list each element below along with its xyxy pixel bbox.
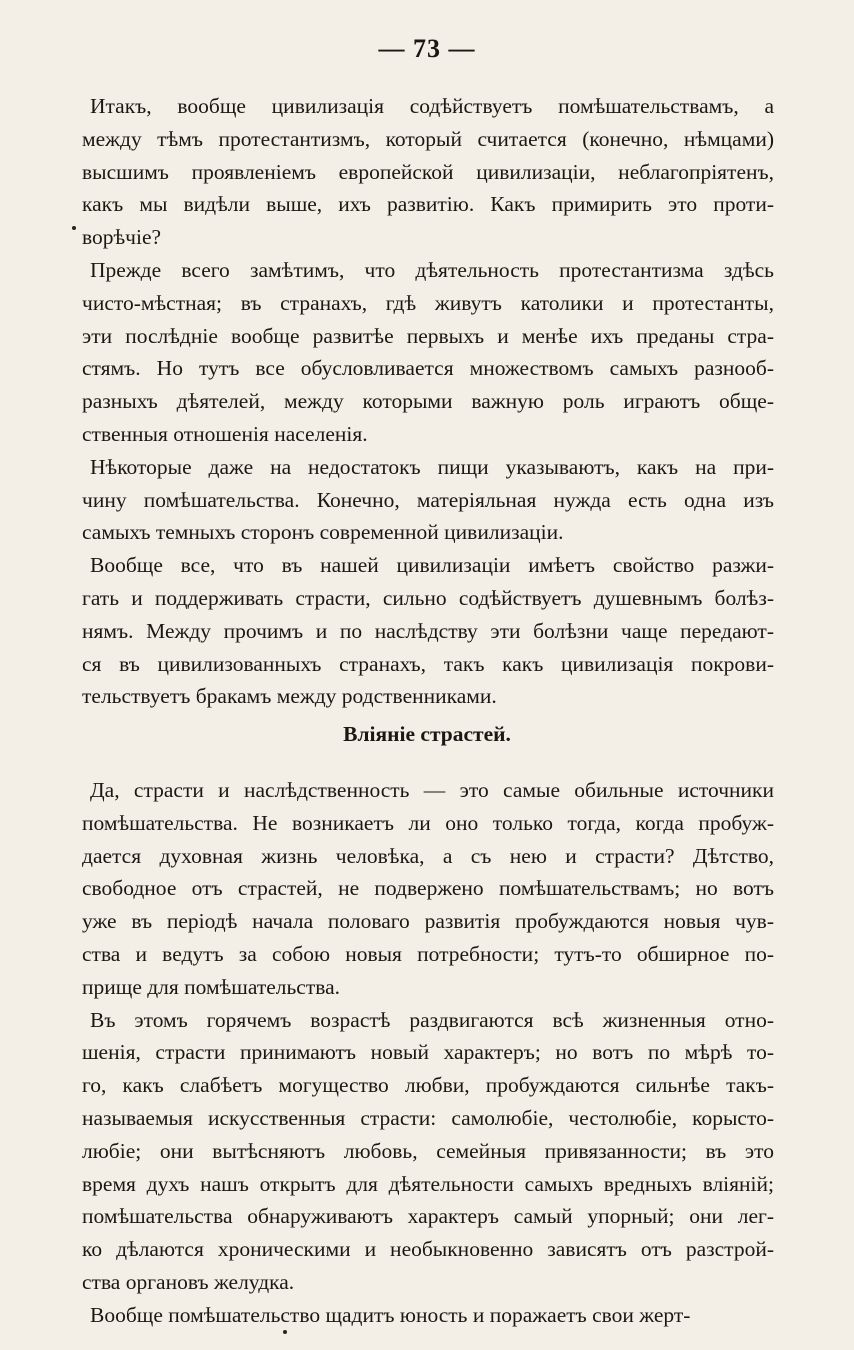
text-line: помѣшательства обнаруживаютъ характеръ самый упорный; они лег- — [82, 1204, 774, 1229]
section-heading: Вліяніе страстей. — [343, 722, 511, 746]
text-line: нямъ. Между прочимъ и по наслѣдству эти болѣзни чаще передают- — [82, 618, 774, 643]
text-line: го, какъ слабѣетъ могущество любви, пробуждаются сильнѣе такъ- — [82, 1073, 774, 1098]
text-line: Итакъ, вообще цивилизація содѣйствуетъ помѣшательствамъ, а — [90, 94, 774, 118]
text-line: высшимъ проявленіемъ европейской цивилизаціи, неблагопріятенъ, — [82, 159, 774, 184]
text-block-bottom — [82, 774, 774, 1332]
ink-speck — [283, 1330, 287, 1334]
text-line: ственныя отношенія населенія. — [82, 421, 368, 446]
text-line: Прежде всего замѣтимъ, что дѣятельность протестантизма здѣсь — [90, 257, 774, 282]
text-line: разныхъ дѣятелей, между которыми важную роль играютъ обще- — [82, 389, 774, 414]
text-line: свободное отъ страстей, не подвержено помѣшательствамъ; но вотъ — [82, 876, 774, 901]
text-line: чину помѣшательства. Конечно, матеріяльная нужда есть одна изъ — [82, 487, 774, 512]
text-line: какъ мы видѣли выше, ихъ развитію. Какъ примирить это проти- — [82, 192, 774, 217]
text-line: гать и поддерживать страсти, сильно содѣйствуетъ душевнымъ болѣз- — [82, 585, 774, 610]
text-line: чисто-мѣстная; въ странахъ, гдѣ живутъ католики и протестанты, — [82, 290, 774, 315]
ink-speck — [72, 226, 76, 230]
text-line: эти послѣдніе вообще развитѣе первыхъ и менѣе ихъ преданы стра- — [82, 323, 774, 348]
page-number: — 73 — — [378, 34, 476, 63]
text-line: между тѣмъ протестантизмъ, который считается (конечно, нѣмцами) — [82, 126, 774, 151]
text-line: ства органовъ желудка. — [82, 1269, 295, 1294]
text-line: стямъ. Но тутъ все обусловливается множествомъ самыхъ разнооб- — [82, 356, 774, 381]
text-line: шенія, страсти принимаютъ новый характеръ; но вотъ по мѣрѣ то- — [82, 1040, 774, 1065]
text-line: ко дѣлаются хроническими и необыкновенно зависятъ отъ разстрой- — [82, 1237, 774, 1262]
text-block-top — [82, 90, 774, 713]
text-line: помѣшательства. Не возникаетъ ли оно только тогда, когда пробуж- — [82, 810, 774, 835]
text-line: ся въ цивилизованныхъ странахъ, такъ какъ цивилизація покрови- — [82, 651, 774, 676]
text-line: Нѣкоторые даже на недостатокъ пищи указываютъ, какъ на при- — [90, 454, 774, 479]
text-line: ворѣчіе? — [82, 225, 162, 250]
text-line: Да, страсти и наслѣдственность — это самые обильные источники — [90, 778, 774, 802]
text-line: Вообще все, что въ нашей цивилизаціи имѣетъ свойство разжи- — [90, 553, 774, 578]
text-line: уже въ періодѣ начала половаго развитія пробуждаются новыя чув- — [82, 909, 774, 934]
text-line: тельствуетъ бракамъ между родственниками. — [82, 684, 497, 709]
text-line: прище для помѣшательства. — [82, 974, 341, 999]
text-line: Въ этомъ горячемъ возрастѣ раздвигаются всѣ жизненныя отно- — [90, 1007, 774, 1032]
text-line: любіе; они вытѣсняютъ любовь, семейныя привязанности; въ это — [82, 1138, 774, 1163]
text-line: время духъ нашъ открытъ для дѣятельности самыхъ вредныхъ вліяній; — [82, 1171, 774, 1196]
text-line: ства и ведутъ за собою новыя потребности; тутъ-то обширное по- — [82, 941, 774, 966]
text-line: дается духовная жизнь человѣка, а съ нею и страсти? Дѣтство, — [82, 843, 774, 868]
text-line: самыхъ темныхъ сторонъ современной цивилизаціи. — [82, 520, 564, 545]
text-line: называемыя искусственныя страсти: самолюбіе, честолюбіе, корысто- — [82, 1105, 774, 1130]
text-line: Вообще помѣшательство щадитъ юность и поражаетъ свои жерт- — [90, 1302, 691, 1327]
